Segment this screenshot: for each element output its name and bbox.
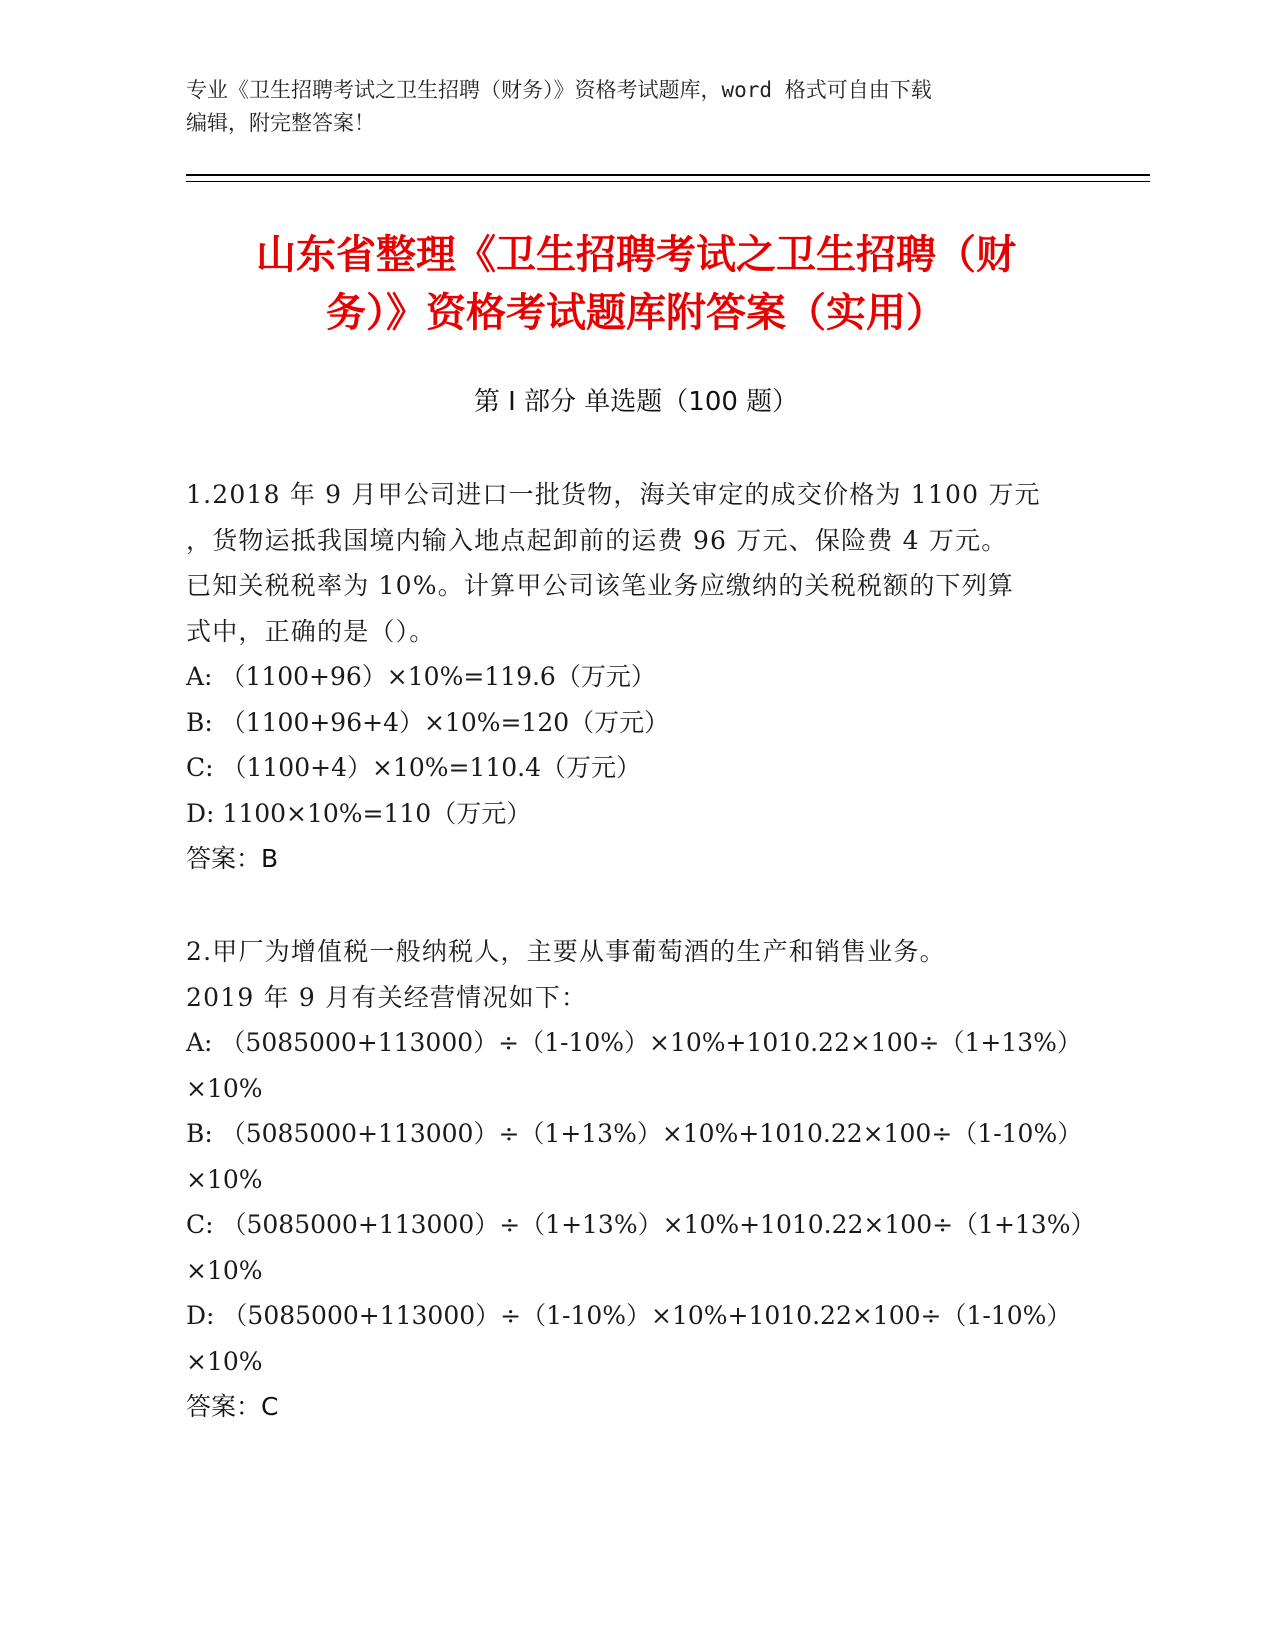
question-1-option-b: B: （1100+96+4）×10%=120（万元）: [186, 707, 670, 737]
header-divider-thick: [186, 174, 1150, 176]
question-1-stem-line-2: ，货物运抵我国境内输入地点起卸前的运费 96 万元、保险费 4 万元。: [186, 525, 1008, 555]
question-1-stem-line-1: 1.2018 年 9 月甲公司进口一批货物，海关审定的成交价格为 1100 万元: [186, 480, 1041, 509]
header-divider-thin: [186, 181, 1150, 182]
question-2-option-d-cont: ×10%: [186, 1346, 263, 1376]
header-note: [186, 74, 1086, 140]
question-1-stem-line-4: 式中，正确的是（）。: [186, 616, 436, 646]
question-2-stem-line-2: 2019 年 9 月有关经营情况如下：: [186, 982, 588, 1012]
question-2-stem-line-1: 2.甲厂为增值税一般纳税人，主要从事葡萄酒的生产和销售业务。: [186, 937, 946, 966]
document-title: [186, 226, 1086, 342]
question-1-answer: 答案：B: [186, 844, 279, 873]
document-title-line-1: 山东省整理《卫生招聘考试之卫生招聘（财: [256, 232, 1016, 278]
question-2-answer: 答案：C: [186, 1392, 279, 1421]
question-2-option-d: D: （5085000+113000）÷（1-10%）×10%+1010.22×100÷（1-10%）: [186, 1301, 1072, 1330]
question-1-option-a: A: （1100+96）×10%=119.6（万元）: [186, 662, 656, 691]
document-title-line-2: 务）》资格考试题库附答案（实用）: [326, 290, 946, 336]
question-1-option-c: C: （1100+4）×10%=110.4（万元）: [186, 753, 642, 782]
header-note-line-2: 编辑，附完整答案！: [186, 111, 375, 135]
question-2-option-a: A: （5085000+113000）÷（1-10%）×10%+1010.22×100÷（1+13%）: [186, 1028, 1082, 1057]
question-2-option-b: B: （5085000+113000）÷（1+13%）×10%+1010.22×100÷（1-10%）: [186, 1119, 1083, 1148]
header-note-line-1: 专业《卫生招聘考试之卫生招聘（财务）》资格考试题库，word 格式可自由下载: [186, 78, 932, 102]
question-1: [186, 472, 1086, 882]
question-2-option-c: C: （5085000+113000）÷（1+13%）×10%+1010.22×100÷（1+13%）: [186, 1210, 1096, 1239]
question-2: [186, 929, 1096, 1430]
question-1-option-d: D: 1100×10%=110（万元）: [186, 798, 532, 828]
question-2-option-a-cont: ×10%: [186, 1073, 263, 1103]
question-2-option-c-cont: ×10%: [186, 1255, 263, 1285]
section-heading: 第 I 部分 单选题（100 题）: [473, 387, 799, 417]
question-1-stem-line-3: 已知关税税率为 10%。计算甲公司该笔业务应缴纳的关税税额的下列算: [186, 571, 1015, 600]
question-2-option-b-cont: ×10%: [186, 1164, 263, 1194]
